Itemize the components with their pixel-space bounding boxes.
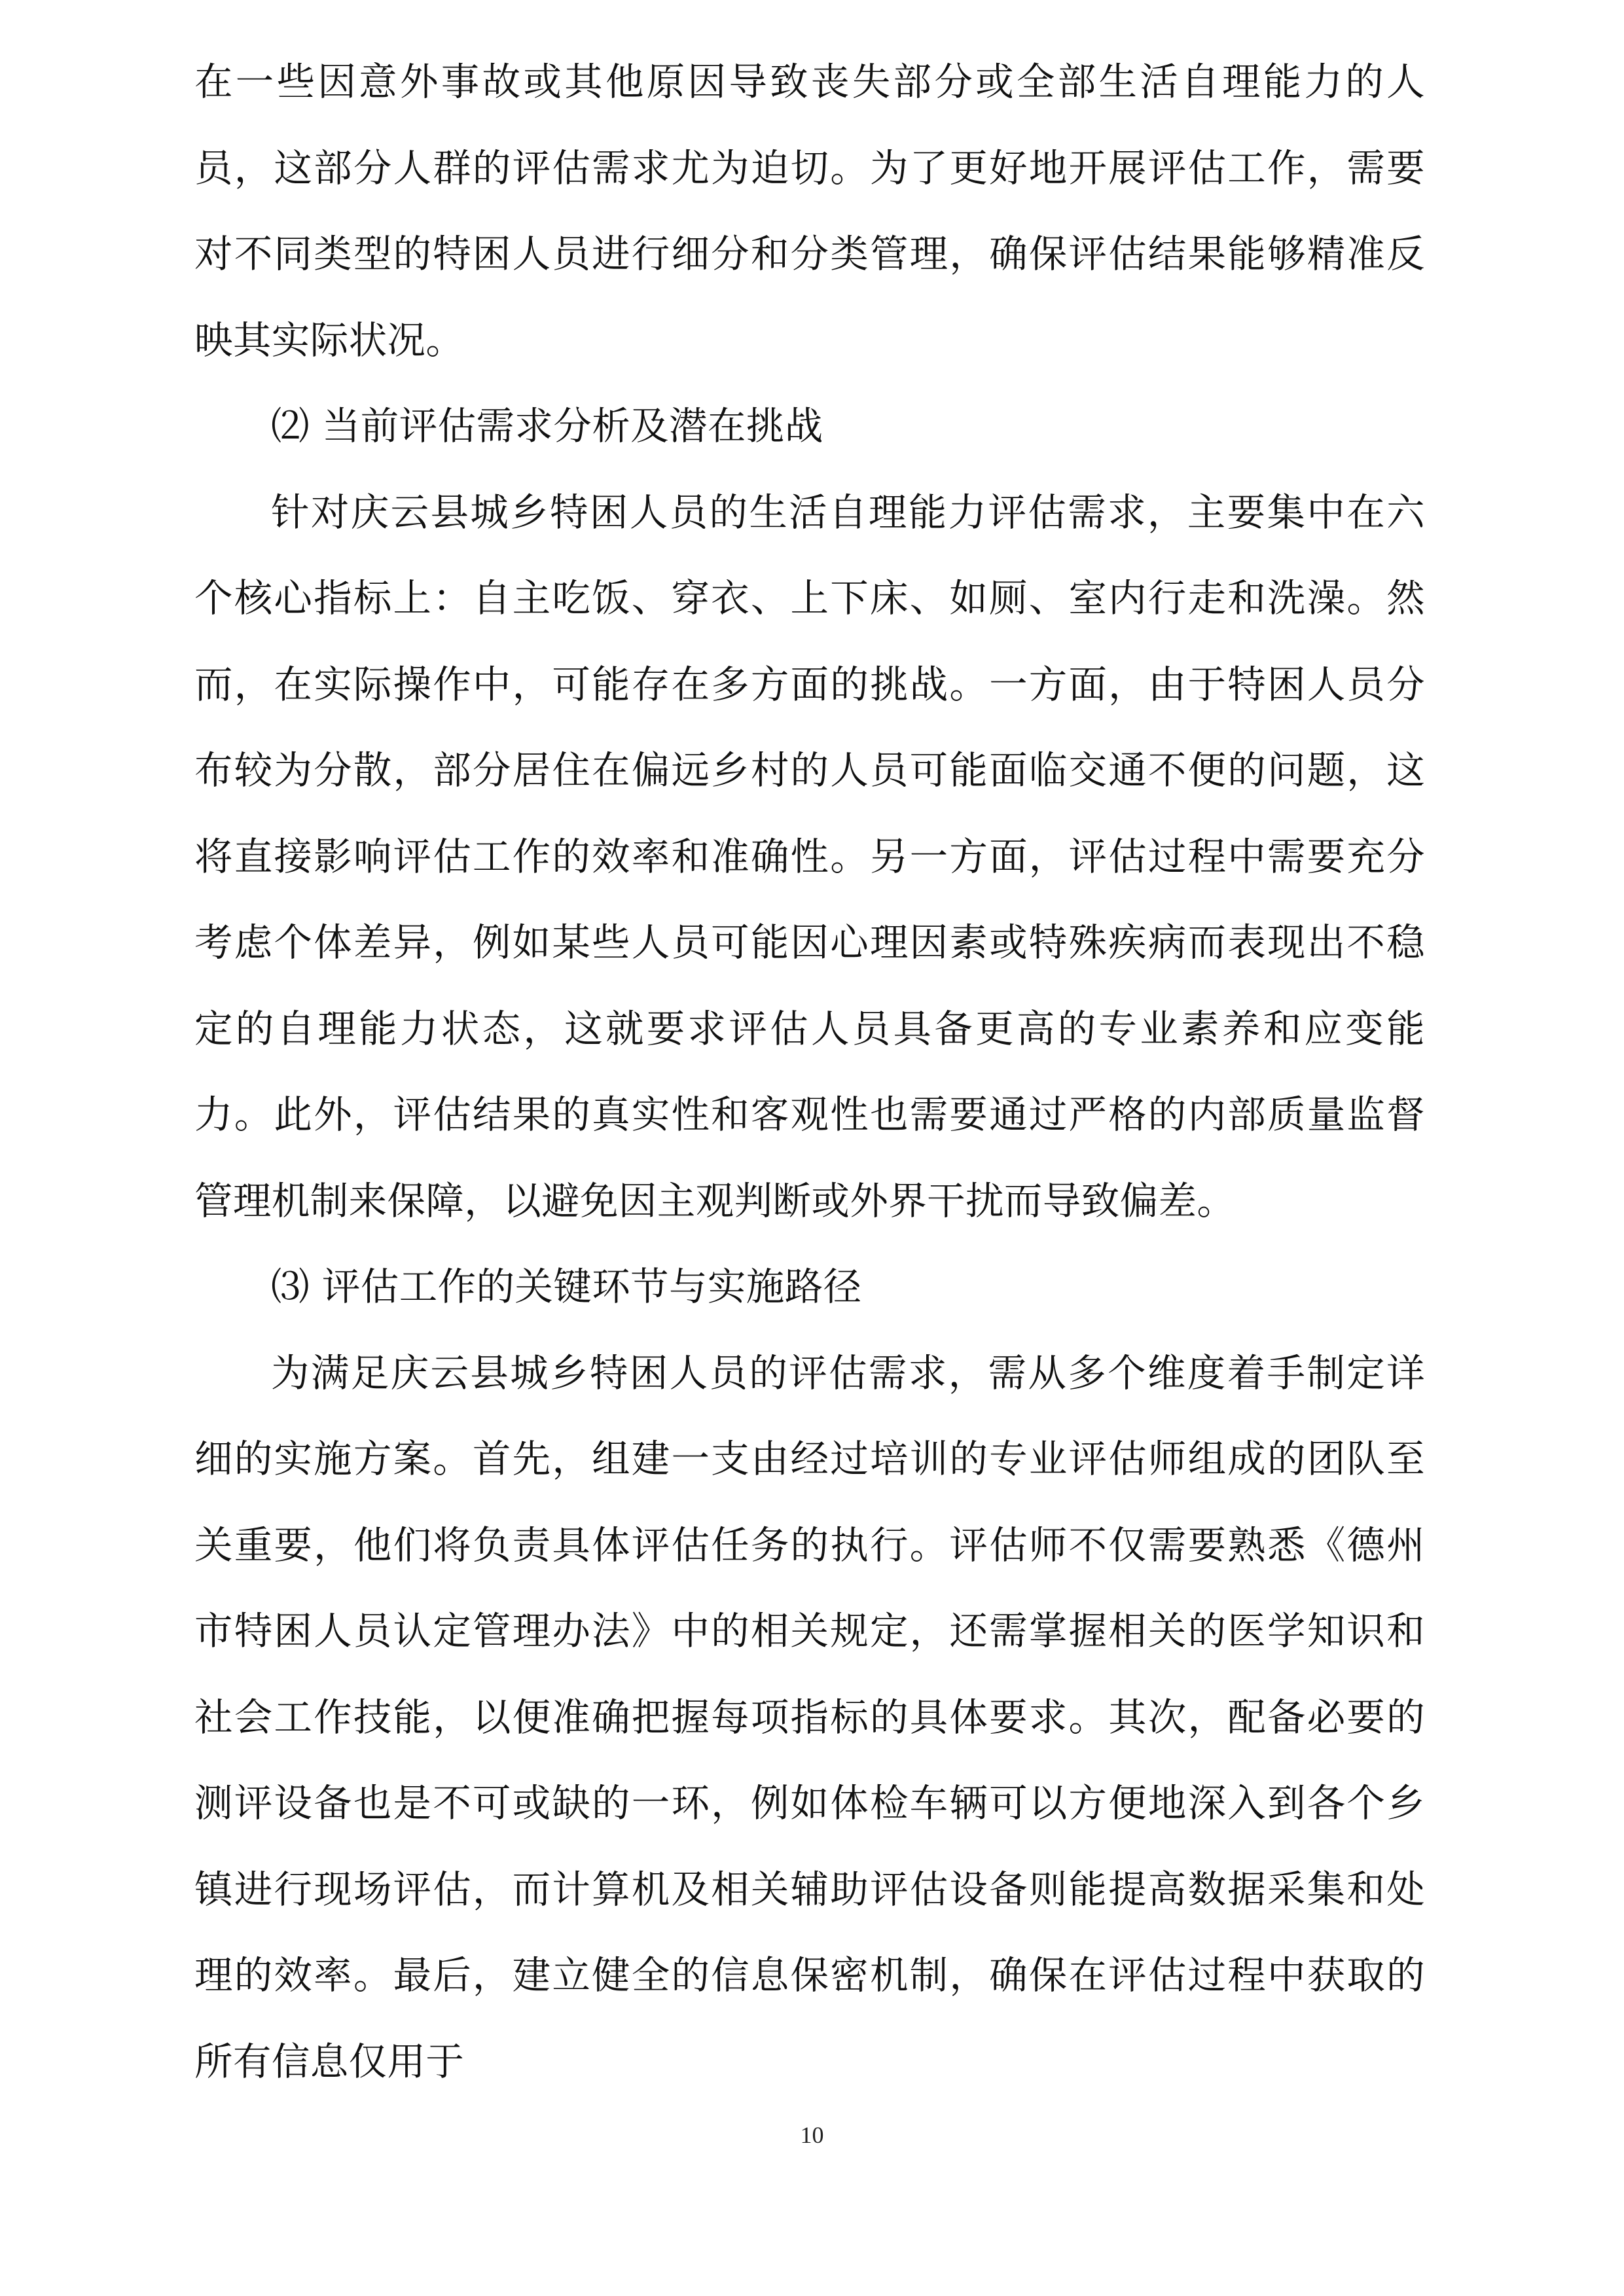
paragraph-continuation: 在一些因意外事故或其他原因导致丧失部分或全部生活自理能力的人员，这部分人群的评估需求尤为迫切。为了更好地开展评估工作，需要对不同类型的特困人员进行细分和分类管理，确保评估结果能够精准反映其实际状况。 <box>194 60 1425 363</box>
document-body <box>194 39 1425 2105</box>
section-heading-3: ⑶ 评估工作的关键环节与实施路径 <box>271 1265 862 1309</box>
paragraph-challenges: 针对庆云县城乡特困人员的生活自理能力评估需求，主要集中在六个核心指标上：自主吃饭、穿衣、上下床、如厕、室内行走和洗澡。然而，在实际操作中，可能存在多方面的挑战。一方面，由于特困人员分布较为分散，部分居住在偏远乡村的人员可能面临交通不便的问题，这将直接影响评估工作的效率和准确性。另一方面，评估过程中需要充分考虑个体差异，例如某些人员可能因心理因素或特殊疾病而表现出不稳定的自理能力状态，这就要求评估人员具备更高的专业素养和应变能力。此外，评估结果的真实性和客观性也需要通过严格的内部质量监督管理机制来保障，以避免因主观判断或外界干扰而导致偏差。 <box>194 490 1425 1223</box>
paragraph-implementation: 为满足庆云县城乡特困人员的评估需求，需从多个维度着手制定详细的实施方案。首先，组建一支由经过培训的专业评估师组成的团队至关重要，他们将负责具体评估任务的执行。评估师不仅需要熟悉《德州市特困人员认定管理办法》中的相关规定，还需掌握相关的医学知识和社会工作技能，以便准确把握每项指标的具体要求。其次，配备必要的测评设备也是不可或缺的一环，例如体检车辆可以方便地深入到各个乡镇进行现场评估，而计算机及相关辅助评估设备则能提高数据采集和处理的效率。最后，建立健全的信息保密机制，确保在评估过程中获取的所有信息仅用于 <box>194 1350 1425 2084</box>
page-number: 10 <box>800 2122 824 2148</box>
section-heading-2: ⑵ 当前评估需求分析及潜在挑战 <box>271 404 823 448</box>
